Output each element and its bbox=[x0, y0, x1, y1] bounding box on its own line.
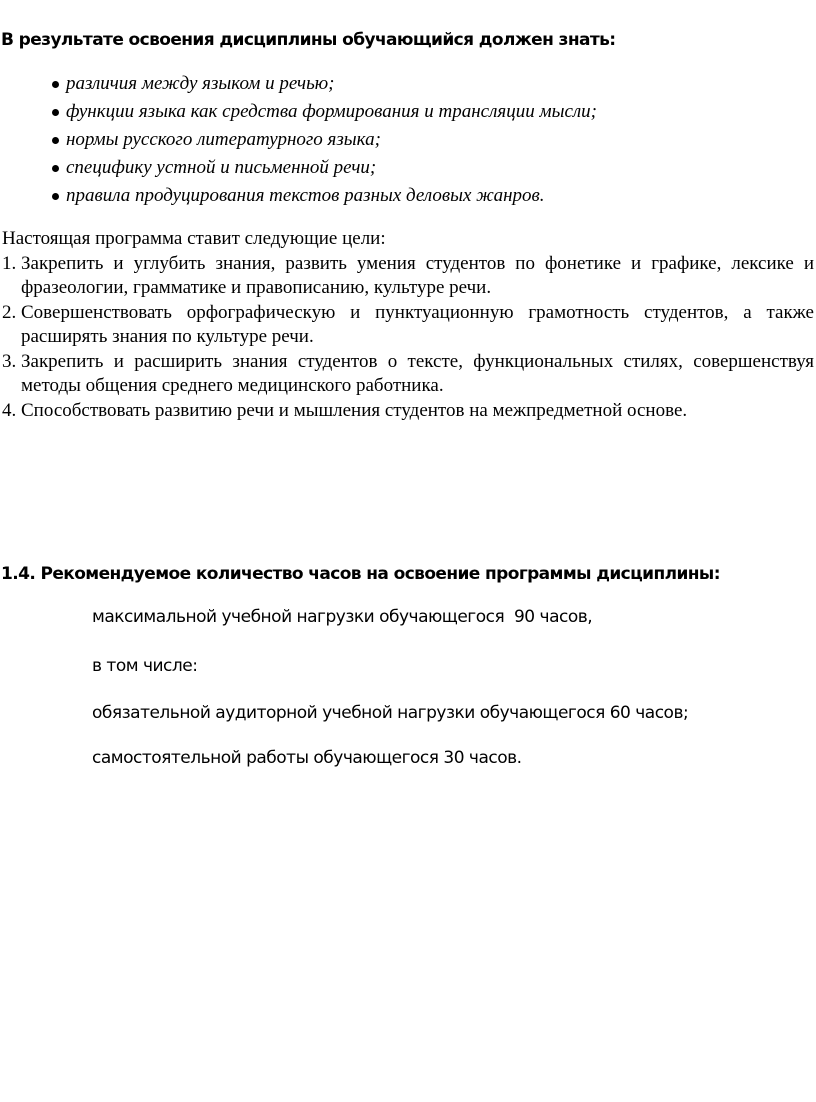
list-item bbox=[0, 154, 760, 182]
goal-item bbox=[2, 350, 814, 399]
list-item bbox=[0, 126, 760, 154]
goal-text: Совершенствовать орфографическую и пунктуационную грамотность студентов, а также расширять знания по культуре речи. bbox=[21, 301, 814, 347]
knowledge-item-text: правила продуцирования текстов разных деловых жанров. bbox=[66, 185, 545, 206]
bullet-icon bbox=[52, 109, 59, 116]
goals-list bbox=[2, 252, 814, 424]
knowledge-list bbox=[0, 70, 760, 210]
hours-max-load: максимальной учебной нагрузки обучающегося 90 часов, bbox=[92, 607, 593, 627]
hours-self-study: самостоятельной работы обучающегося 30 часов. bbox=[92, 748, 522, 768]
list-item bbox=[0, 98, 760, 126]
knowledge-item-text: функции языка как средства формирования и трансляции мысли; bbox=[66, 101, 597, 122]
bullet-icon bbox=[52, 81, 59, 88]
goal-number: 3. bbox=[2, 350, 21, 372]
bullet-icon bbox=[52, 137, 59, 144]
knowledge-item-text: нормы русского литературного языка; bbox=[66, 129, 381, 150]
goal-text: Закрепить и расширить знания студентов о тексте, функциональных стилях, совершенствуя методы общения среднего медицинского работника. bbox=[21, 350, 814, 396]
bullet-icon bbox=[52, 165, 59, 172]
goals-section bbox=[2, 227, 814, 423]
hours-auditory-load: обязательной аудиторной учебной нагрузки обучающегося 60 часов; bbox=[92, 703, 689, 723]
goal-text: Способствовать развитию речи и мышления студентов на межпредметной основе. bbox=[21, 399, 688, 421]
goal-number: 4. bbox=[2, 399, 21, 421]
goal-number: 2. bbox=[2, 301, 21, 323]
goal-item bbox=[2, 399, 814, 424]
hours-including: в том числе: bbox=[92, 656, 198, 676]
goal-item bbox=[2, 301, 814, 350]
hours-heading: 1.4. Рекомендуемое количество часов на освоение программы дисциплины: bbox=[1, 564, 720, 584]
list-item bbox=[0, 182, 760, 210]
knowledge-item-text: специфику устной и письменной речи; bbox=[66, 157, 377, 178]
list-item bbox=[0, 70, 760, 98]
knowledge-heading: В результате освоения дисциплины обучающийся должен знать: bbox=[1, 30, 616, 50]
goal-number: 1. bbox=[2, 252, 21, 274]
knowledge-item-text: различия между языком и речью; bbox=[66, 73, 335, 94]
goal-item bbox=[2, 252, 814, 301]
bullet-icon bbox=[52, 193, 59, 200]
goals-intro: Настоящая программа ставит следующие цели: bbox=[2, 228, 386, 249]
goal-text: Закрепить и углубить знания, развить умения студентов по фонетике и графике, лексике и фразеологии, грамматике и правописанию, культуре речи. bbox=[21, 252, 814, 298]
